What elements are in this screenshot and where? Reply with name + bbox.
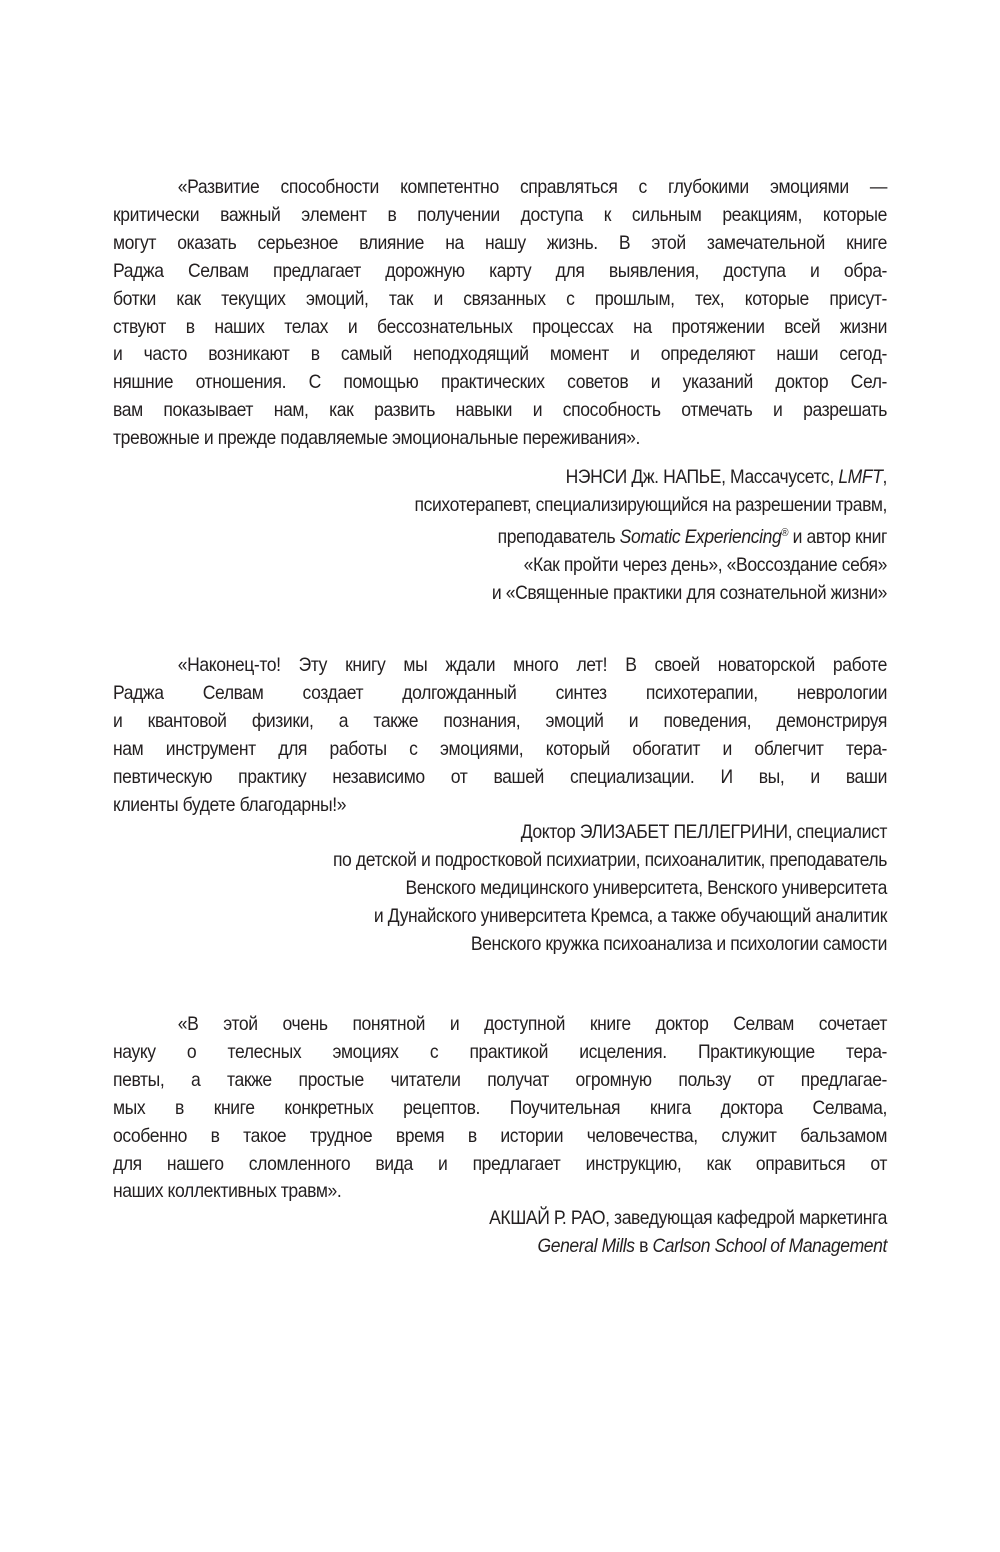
attribution-line: по детской и подростковой психиатрии, психоаналитик, преподаватель (332, 848, 887, 871)
attribution-line: и «Священные практики для сознательной жизни» (491, 581, 887, 604)
attribution-line (113, 464, 887, 492)
quote-line: науку о телесных эмоциях с практикой исцеления. Практикующие тера- (113, 1040, 887, 1063)
quote-line: тревожные и прежде подавляемые эмоциональные переживания». (113, 427, 641, 450)
quote-line: вам показывает нам, как развить навыки и способность отмечать и разрешать (113, 399, 887, 422)
quote-line: мых в книге конкретных рецептов. Поучительная книга доктора Селвама, (113, 1096, 887, 1119)
attribution-line: и Дунайского университета Кремса, а также обучающий аналитик (373, 904, 887, 927)
quote-line: для нашего сломленного вида и предлагает инструкцию, как оправиться от (113, 1152, 887, 1175)
quote-line: нам инструмент для работы с эмоциями, который обогатит и облегчит тера- (113, 737, 887, 760)
quote-line: особенно в такое трудное время в истории человечества, служит бальзамом (113, 1124, 887, 1147)
review-quote-2 (113, 652, 887, 819)
attribution-punct: , (882, 466, 887, 488)
attribution-line: Доктор ЭЛИЗАБЕТ ПЕЛЛЕГРИНИ, специалист (520, 821, 887, 843)
quote-line: могут оказать серьезное влияние на нашу жизнь. В этой замечательной книге (113, 231, 887, 254)
attribution-name: НЭНСИ Дж. НАПЬЕ, Массачусетс, (565, 466, 839, 488)
attribution-line (113, 1233, 887, 1261)
attribution-line: АКШАЙ Р. РАО, заведующая кафедрой маркетинга (489, 1207, 887, 1229)
quote-line: наших коллективных травм». (113, 1180, 342, 1203)
attribution-line: психотерапевт, специализирующийся на разрешении травм, (414, 493, 887, 516)
quote-line: ствуют в наших телах и бессознательных процессах на протяжении всей жизни (113, 315, 887, 338)
review-quote-1 (113, 174, 887, 453)
attribution-line: «Как пройти через день», «Воссоздание себя» (523, 553, 887, 576)
quote-line: «Наконец-то! Эту книгу мы ждали много лет! В своей новаторской работе (177, 654, 887, 676)
quote-line: «В этой очень понятной и доступной книге доктор Селвам сочетает (177, 1013, 887, 1035)
quote-line: певты, а также простые читатели получат огромную пользу от предлагае- (113, 1068, 887, 1091)
quote-line: «Развитие способности компетентно справляться с глубокими эмоциями — (177, 176, 887, 198)
attribution-school: Carlson School of Management (652, 1234, 887, 1257)
quote-line: ботки как текущих эмоций, так и связанных с прошлым, тех, которые присут- (113, 287, 887, 310)
attribution-line: Венского медицинского университета, Венского университета (405, 876, 887, 899)
quote-line: и часто возникают в самый неподходящий момент и определяют наши сегод- (113, 343, 887, 366)
attribution-company: General Mills (537, 1234, 635, 1257)
registered-mark: ® (781, 526, 789, 539)
quote-line: Раджа Селвам предлагает дорожную карту для выявления, доступа и обра- (113, 259, 887, 282)
quote-line: клиенты будете благодарны!» (113, 793, 347, 816)
attribution-text: в (634, 1234, 653, 1257)
attribution-line (113, 520, 887, 552)
attribution-credential: LMFT (838, 466, 883, 488)
review-quote-3 (113, 1011, 887, 1206)
quote-line: и квантовой физики, а также познания, эмоций и поведения, демонстрируя (113, 709, 887, 732)
review-attribution-2 (113, 819, 887, 959)
quote-line: критически важный элемент в получении доступа к сильным реакциям, которые (113, 203, 887, 226)
attribution-text: и автор книг (788, 525, 887, 548)
attribution-line: Венского кружка психоанализа и психологии самости (470, 932, 887, 955)
attribution-method: Somatic Experiencing (619, 525, 782, 548)
review-attribution-1 (113, 464, 887, 608)
attribution-text: преподаватель (497, 525, 620, 548)
quote-line: Раджа Селвам создает долгожданный синтез психотерапии, неврологии (113, 681, 887, 704)
quote-line: певтическую практику независимо от вашей специализации. И вы, и ваши (113, 765, 887, 788)
review-attribution-3 (113, 1205, 887, 1261)
quote-line: няшние отношения. С помощью практических советов и указаний доктор Сел- (113, 371, 887, 394)
